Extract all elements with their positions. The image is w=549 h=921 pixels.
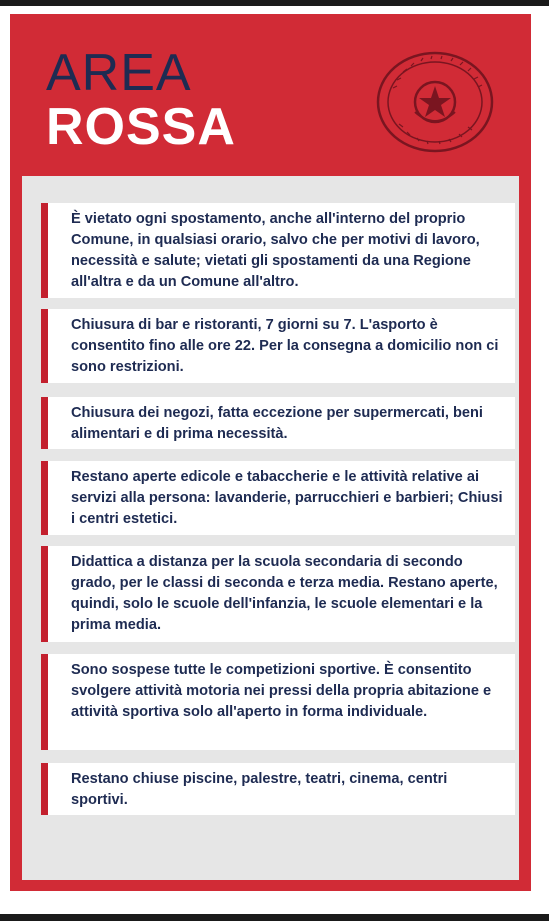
rule-card (41, 654, 515, 750)
rule-card (41, 461, 515, 535)
rule-card (41, 546, 515, 642)
rule-text: Restano aperte edicole e tabaccherie e le attività relative ai servizi alla persona: lavanderie, parrucchieri e barbieri; Chiusi i centri estetici. (71, 469, 503, 527)
title-area: AREA (46, 44, 192, 102)
title-rossa: ROSSA (46, 98, 236, 156)
rule-card (41, 309, 515, 383)
rule-text: È vietato ogni spostamento, anche all'interno del proprio Comune, in qualsiasi orario, salvo che per motivi di lavoro, necessità e salute; vietati gli spostamenti da una Regione all'altra e da un Comune all'altro. (71, 211, 480, 290)
rule-text: Didattica a distanza per la scuola secondaria di secondo grado, per le classi di seconda e terza media. Restano aperte, quindi, solo le scuole dell'infanzia, le scuole elementari e la prima media. (71, 554, 498, 633)
rule-card (41, 397, 515, 449)
bottom-edge-bar (0, 914, 549, 921)
rule-text: Restano chiuse piscine, palestre, teatri, cinema, centri sportivi. (71, 771, 448, 808)
rule-text: Chiusura dei negozi, fatta eccezione per supermercati, beni alimentari e di prima necessità. (71, 405, 483, 442)
italian-republic-emblem-icon (375, 50, 495, 154)
rule-text: Chiusura di bar e ristoranti, 7 giorni su 7. L'asporto è consentito fino alle ore 22. Per la consegna a domicilio non ci sono restrizioni. (71, 317, 499, 375)
top-edge-bar (0, 0, 549, 6)
red-area-poster (10, 14, 531, 891)
rules-panel (22, 176, 519, 880)
rule-card (41, 203, 515, 298)
rule-card (41, 763, 515, 815)
rule-text: Sono sospese tutte le competizioni sportive. È consentito svolgere attività motoria nei pressi della propria abitazione e attività sportiva solo all'aperto in forma individuale. (71, 662, 492, 720)
